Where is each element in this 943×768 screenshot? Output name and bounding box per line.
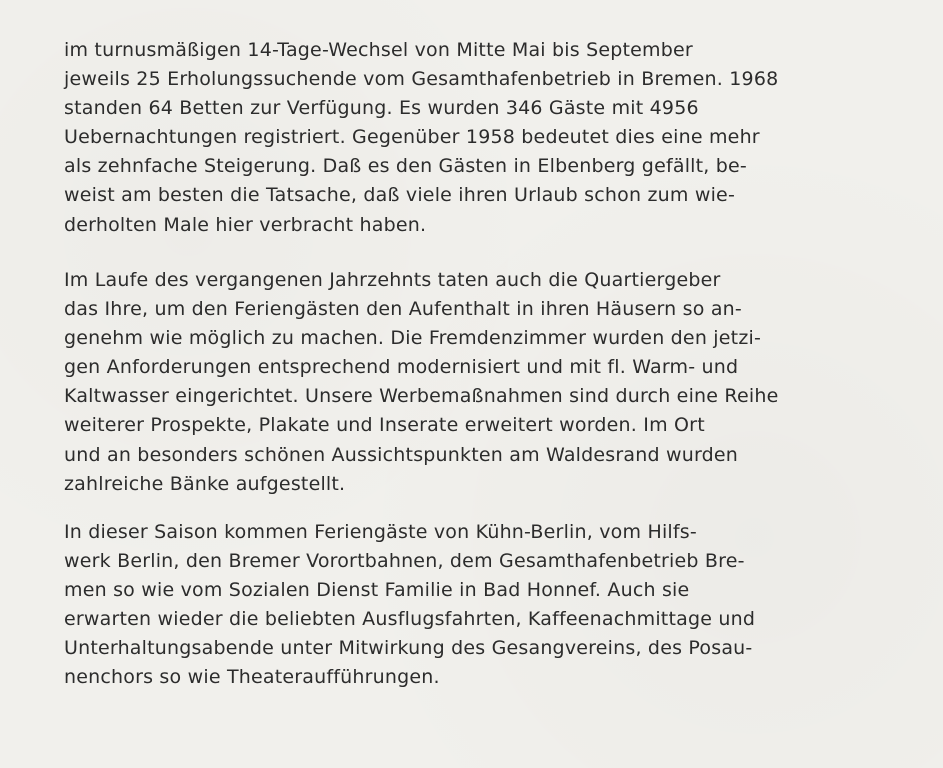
paragraph-season-guests [64,518,885,693]
text-line: weist am besten die Tatsache, daß viele ihren Urlaub schon zum wie- [64,184,735,207]
text-line: Im Laufe des vergangenen Jahrzehnts taten auch die Quartiergeber [64,269,721,291]
text-line: nenchors so wie Theateraufführungen. [64,666,440,689]
text-line: weiterer Prospekte, Plakate und Inserate erweitert worden. Im Ort [64,414,705,437]
text-line: das Ihre, um den Feriengästen den Aufenthalt in ihren Häusern so an- [64,298,742,321]
text-line: werk Berlin, den Bremer Vorortbahnen, dem Gesamthafenbetrieb Bre- [64,550,745,573]
text-line: als zehnfache Steigerung. Daß es den Gästen in Elbenberg gefällt, be- [64,155,747,178]
text-line: im turnusmäßigen 14-Tage-Wechsel von Mitte Mai bis September [64,39,693,61]
text-line: derholten Male hier verbracht haben. [64,213,427,236]
text-line: standen 64 Betten zur Verfügung. Es wurden 346 Gäste mit 4956 [64,97,699,120]
paragraph-guests-statistics [64,36,885,240]
text-line: Uebernachtungen registriert. Gegenüber 1958 bedeutet dies eine mehr [64,126,760,149]
text-line: men so wie vom Sozialen Dienst Familie in Bad Honnef. Auch sie [64,579,690,602]
text-line: Unterhaltungsabende unter Mitwirkung des Gesangvereins, des Posau- [64,637,753,660]
text-line: jeweils 25 Erholungssuchende vom Gesamthafenbetrieb in Bremen. 1968 [64,68,779,91]
text-line: In dieser Saison kommen Feriengäste von Kühn-Berlin, vom Hilfs- [64,521,697,543]
text-line: und an besonders schönen Aussichtspunkten am Waldesrand wurden [64,443,739,466]
text-line: zahlreiche Bänke aufgestellt. [64,472,346,495]
text-line: Kaltwasser eingerichtet. Unsere Werbemaßnahmen sind durch eine Reihe [64,385,779,408]
text-line: gen Anforderungen entsprechend modernisiert und mit fl. Warm- und [64,356,739,379]
paragraph-hosts-improvements [64,266,885,499]
text-line: erwarten wieder die beliebten Ausflugsfahrten, Kaffeenachmittage und [64,608,756,631]
text-line: genehm wie möglich zu machen. Die Fremdenzimmer wurden den jetzi- [64,327,762,350]
